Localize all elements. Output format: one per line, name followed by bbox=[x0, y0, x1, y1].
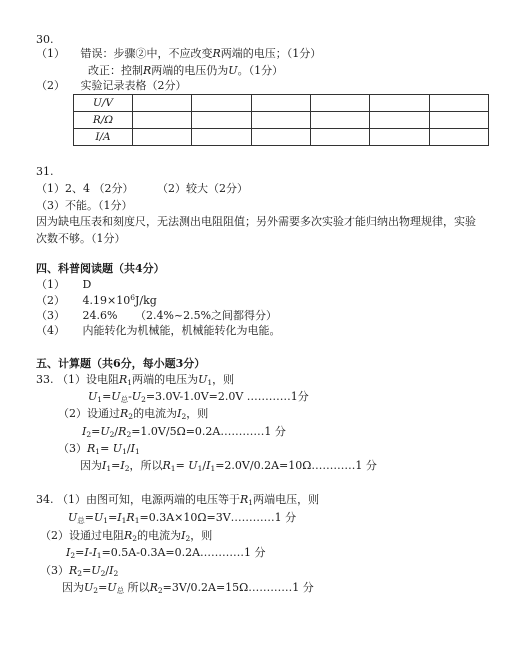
var: I bbox=[120, 459, 125, 472]
table-row bbox=[74, 95, 489, 112]
sub: 1 bbox=[248, 498, 254, 507]
var: I bbox=[82, 425, 87, 438]
item-answer: D bbox=[82, 278, 92, 291]
text: 的电流为 bbox=[133, 407, 178, 420]
var: R bbox=[149, 581, 158, 594]
var: U bbox=[111, 390, 121, 403]
text: （2）设通过 bbox=[58, 407, 120, 420]
item-number: （1） bbox=[36, 278, 65, 291]
sub: 1 bbox=[197, 464, 203, 473]
sub: 1 bbox=[96, 551, 102, 560]
table-row-header: R/Ω bbox=[74, 112, 133, 129]
var: R bbox=[87, 442, 96, 455]
var: R bbox=[240, 493, 249, 506]
var: R bbox=[126, 511, 135, 524]
q31-line3: 因为缺电压表和刻度尺，无法测出电阻阻值；另外需要多次实验才能归纳出物理规律，实验 bbox=[36, 215, 476, 228]
item-answer: 24.6% bbox=[82, 309, 118, 322]
var: U bbox=[68, 511, 78, 524]
var: U bbox=[84, 581, 94, 594]
q34-line3 bbox=[40, 529, 212, 543]
text: 两端的电压为 bbox=[132, 373, 199, 386]
sub: 1 bbox=[207, 378, 213, 387]
q34-line2: $U_总=U_1=I_1R_1=0.3A\times 10\Omega=3V\dots\dots\dots\dots 1$ 分 bbox=[68, 511, 297, 525]
item-number: （4） bbox=[36, 324, 65, 337]
sub: 1 bbox=[103, 516, 109, 525]
q30-correction-end: 。（1分） bbox=[237, 64, 284, 77]
var: U bbox=[198, 373, 208, 386]
var: I bbox=[181, 529, 186, 542]
sec4-item4 bbox=[36, 324, 281, 338]
text: ，则 bbox=[186, 407, 209, 420]
q34-line4: $I_2=I-I_1=0.5A-0.3A=0.2A\dots\dots\dots\dots 1$ 分 bbox=[66, 546, 266, 560]
sub: 1 bbox=[106, 464, 112, 473]
section5-title: 五、计算题（共6分，每小题3分） bbox=[36, 357, 206, 370]
var: R bbox=[69, 564, 78, 577]
sub: 1 bbox=[121, 516, 127, 525]
text: =3.0V-1.0V=2.0V …………1分 bbox=[145, 390, 309, 403]
q30-error-text-end: 两端的电压；（1分） bbox=[220, 47, 322, 60]
sub: 1 bbox=[127, 378, 133, 387]
var: U bbox=[100, 425, 110, 438]
var: I bbox=[66, 546, 71, 559]
sub: 2 bbox=[124, 464, 130, 473]
unit: J/kg bbox=[135, 294, 157, 307]
q30-part2-number: （2） bbox=[36, 79, 65, 92]
sub: 2 bbox=[126, 430, 132, 439]
sub: 1 bbox=[134, 516, 140, 525]
text: （3） bbox=[58, 442, 87, 455]
var: I bbox=[102, 459, 107, 472]
text: 因为 bbox=[80, 459, 102, 472]
q30-part1 bbox=[36, 47, 321, 61]
q33-line6: 因为$I_1=I_2$，所以$R_1=$ $U_1/I_1=2.0V/0.2A=10\Omega\dots\dots\dots\dots 1$ 分 bbox=[80, 459, 377, 473]
sub: 总 bbox=[120, 395, 129, 404]
var: U bbox=[107, 581, 117, 594]
sub: 2 bbox=[86, 430, 92, 439]
sub: 总 bbox=[77, 516, 85, 525]
var-R: R bbox=[212, 47, 221, 60]
table-row-header: I/A bbox=[74, 129, 133, 146]
text: =1.0V/5Ω=0.2A…………1 分 bbox=[131, 425, 286, 438]
var: U bbox=[188, 459, 198, 472]
text: =0.5A-0.3A=0.2A…………1 分 bbox=[101, 546, 266, 559]
experiment-record-table bbox=[73, 94, 489, 146]
sub: 总 bbox=[116, 586, 125, 595]
var: I bbox=[206, 459, 211, 472]
table-row-header: U/V bbox=[74, 95, 133, 112]
var: R bbox=[119, 373, 128, 386]
q30-part2 bbox=[36, 79, 187, 93]
text: =3V/0.2A=15Ω…………1 分 bbox=[162, 581, 314, 594]
item-number: （3） bbox=[36, 309, 65, 322]
item-answer: 4.19×10 bbox=[82, 294, 131, 307]
sub: 2 bbox=[157, 586, 163, 595]
var: R bbox=[162, 459, 171, 472]
sub: 1 bbox=[97, 395, 103, 404]
q31-part2: （2）较大（2分） bbox=[157, 182, 248, 195]
sec4-item3 bbox=[36, 309, 277, 323]
q33-line5: $(3)R_1= U_1/I_1$ bbox=[58, 442, 140, 456]
sub: 2 bbox=[141, 395, 146, 404]
sub: 2 bbox=[185, 534, 191, 543]
table-row bbox=[74, 112, 489, 129]
var: R bbox=[120, 407, 129, 420]
q33-line2: $U_1=U_总-U_2=3.0V-1.0V=2.0V$ …………1分 bbox=[88, 390, 309, 404]
q30-correction-text2: 两端的电压仍为 bbox=[151, 64, 229, 77]
q30-part1-number: （1） bbox=[36, 47, 65, 60]
sub: 1 bbox=[134, 447, 140, 456]
sec4-item2 bbox=[36, 294, 157, 308]
var: U bbox=[88, 390, 98, 403]
text: 因为 bbox=[62, 581, 84, 594]
q34-line5: $(3)R_2=U_2/I_2$ bbox=[40, 564, 119, 578]
sec4-item1 bbox=[36, 278, 91, 292]
q33-line4: $I_2=U_2/R_2=1.0V/5\Omega=0.2A\dots\dots\dots\dots 1$ 分 bbox=[82, 425, 286, 439]
text: 两端电压，则 bbox=[253, 493, 320, 506]
sub: 1 bbox=[170, 464, 176, 473]
sub: 2 bbox=[109, 430, 115, 439]
sub: 2 bbox=[181, 412, 187, 421]
item-note: （2.4%~2.5%之间都得分） bbox=[134, 309, 278, 322]
var: I bbox=[117, 511, 122, 524]
sub: 2 bbox=[128, 412, 134, 421]
q30-correction bbox=[88, 64, 283, 78]
sub: 2 bbox=[132, 534, 138, 543]
q34-line1 bbox=[36, 493, 319, 507]
sub: 2 bbox=[113, 569, 119, 578]
var: U bbox=[112, 442, 123, 455]
sub: 2 bbox=[93, 586, 99, 595]
text: 33. （1）设电阻 bbox=[36, 373, 119, 386]
var-U: U bbox=[228, 64, 238, 77]
text: =2.0V/0.2A=10Ω…………1 分 bbox=[215, 459, 377, 472]
q31-line4: 次数不够。（1分） bbox=[36, 232, 126, 245]
var: I bbox=[92, 546, 97, 559]
q31-line2: （3）不能。（1分） bbox=[36, 199, 133, 212]
q31-number: 31. bbox=[36, 165, 54, 178]
var: R bbox=[118, 425, 127, 438]
sub: 1 bbox=[95, 447, 101, 456]
text: ，所以 bbox=[129, 459, 163, 472]
table-row bbox=[74, 129, 489, 146]
exponent: 6 bbox=[130, 293, 135, 302]
var: R bbox=[124, 529, 133, 542]
sub: 2 bbox=[100, 569, 106, 578]
var: I bbox=[177, 407, 182, 420]
q30-error-text: 错误：步骤②中，不应改变 bbox=[80, 47, 213, 60]
sub: 1 bbox=[122, 447, 127, 456]
var: U bbox=[94, 511, 104, 524]
sub: 2 bbox=[70, 551, 76, 560]
var: I bbox=[109, 564, 114, 577]
var-R: R bbox=[143, 64, 152, 77]
sub: 1 bbox=[210, 464, 216, 473]
text: ，则 bbox=[190, 529, 213, 542]
sub: 2 bbox=[77, 569, 83, 578]
text: =0.3A×10Ω=3V…………1 分 bbox=[139, 511, 297, 524]
item-answer: 内能转化为机械能，机械能转化为电能。 bbox=[82, 324, 281, 337]
text: 所以 bbox=[124, 581, 150, 594]
text: （2）设通过电阻 bbox=[40, 529, 124, 542]
q30-number: 30. bbox=[36, 33, 54, 46]
var: I bbox=[130, 442, 135, 455]
q34-line6: 因为$U_2=U_总$ 所以$R_2=3V/0.2A=15\Omega\dots\dots\dots\dots 1$ 分 bbox=[62, 581, 314, 595]
q31-part1: （1）2、4 （2分） bbox=[36, 182, 134, 195]
var: U bbox=[131, 390, 142, 403]
var: U bbox=[91, 564, 101, 577]
q33-line3 bbox=[58, 407, 208, 421]
item-number: （2） bbox=[36, 294, 65, 307]
q31-line1 bbox=[36, 182, 248, 196]
text: ，则 bbox=[212, 373, 235, 386]
text: 的电流为 bbox=[137, 529, 182, 542]
q30-correction-text: 改正：控制 bbox=[88, 64, 143, 77]
var: I bbox=[84, 546, 89, 559]
q30-table-title: 实验记录表格（2分） bbox=[80, 79, 187, 92]
section4-title: 四、科普阅读题（共4分） bbox=[36, 262, 165, 275]
text: （3） bbox=[40, 564, 69, 577]
q33-line1 bbox=[36, 373, 234, 387]
text: 34. （1）由图可知，电源两端的电压等于 bbox=[36, 493, 240, 506]
